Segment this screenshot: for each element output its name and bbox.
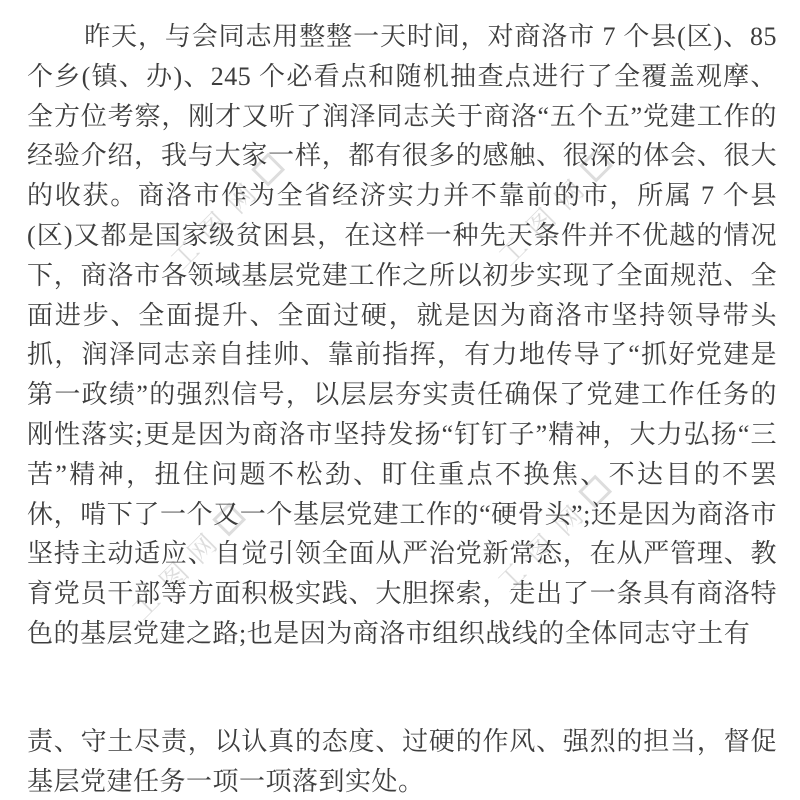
document-content xyxy=(27,17,777,800)
watermark-label: 工图网 xyxy=(491,491,598,598)
paragraph-1: 昨天，与会同志用整整一天时间，对商洛市 7 个县(区)、85 个乡(镇、办)、245 个必看点和随机抽查点进行了全覆盖观摩、全方位考察，刚才又听了润泽同志关于商洛“五个五”党建工作的经验介绍，我与大家一样，都有很多的感触、很深的体会、很大的收获。商洛市作为全省经济实力并不靠前的市，所属 7 个县(区)又都是国家级贫困县，在这样一种先天条件并不优越的情况下，商洛市各领域基层党建工作之所以初步实现了全面规范、全面进步、全面提升、全面过硬，就是因为商洛市坚持领导带头抓，润泽同志亲自挂帅、靠前指挥，有力地传导了“抓好党建是第一政绩”的强烈信号，以层层夯实责任确保了党建工作任务的刚性落实;更是因为商洛市坚持发扬“钉钉子”精神，大力弘扬“三苦”精神，扭住问题不松劲、盯住重点不换焦、不达目的不罢休，啃下了一个又一个基层党建工作的“硬骨头”;还是因为商洛市坚持主动适应、自觉引领全面从严治党新常态，在从严管理、教育党员干部等方面积极实践、大胆探索，走出了一条具有商洛特色的基层党建之路;也是因为商洛市组织战线的全体同志守土有 xyxy=(27,22,777,648)
watermark-label: 工图网 xyxy=(492,165,599,272)
paragraph-2: 责、守土尽责，以认真的态度、过硬的作风、强烈的担当，督促基层党建任务一项一项落到实处。 xyxy=(27,726,777,796)
watermark-label: 工图网 xyxy=(125,519,232,626)
watermark-label: 工图网 xyxy=(164,169,271,276)
